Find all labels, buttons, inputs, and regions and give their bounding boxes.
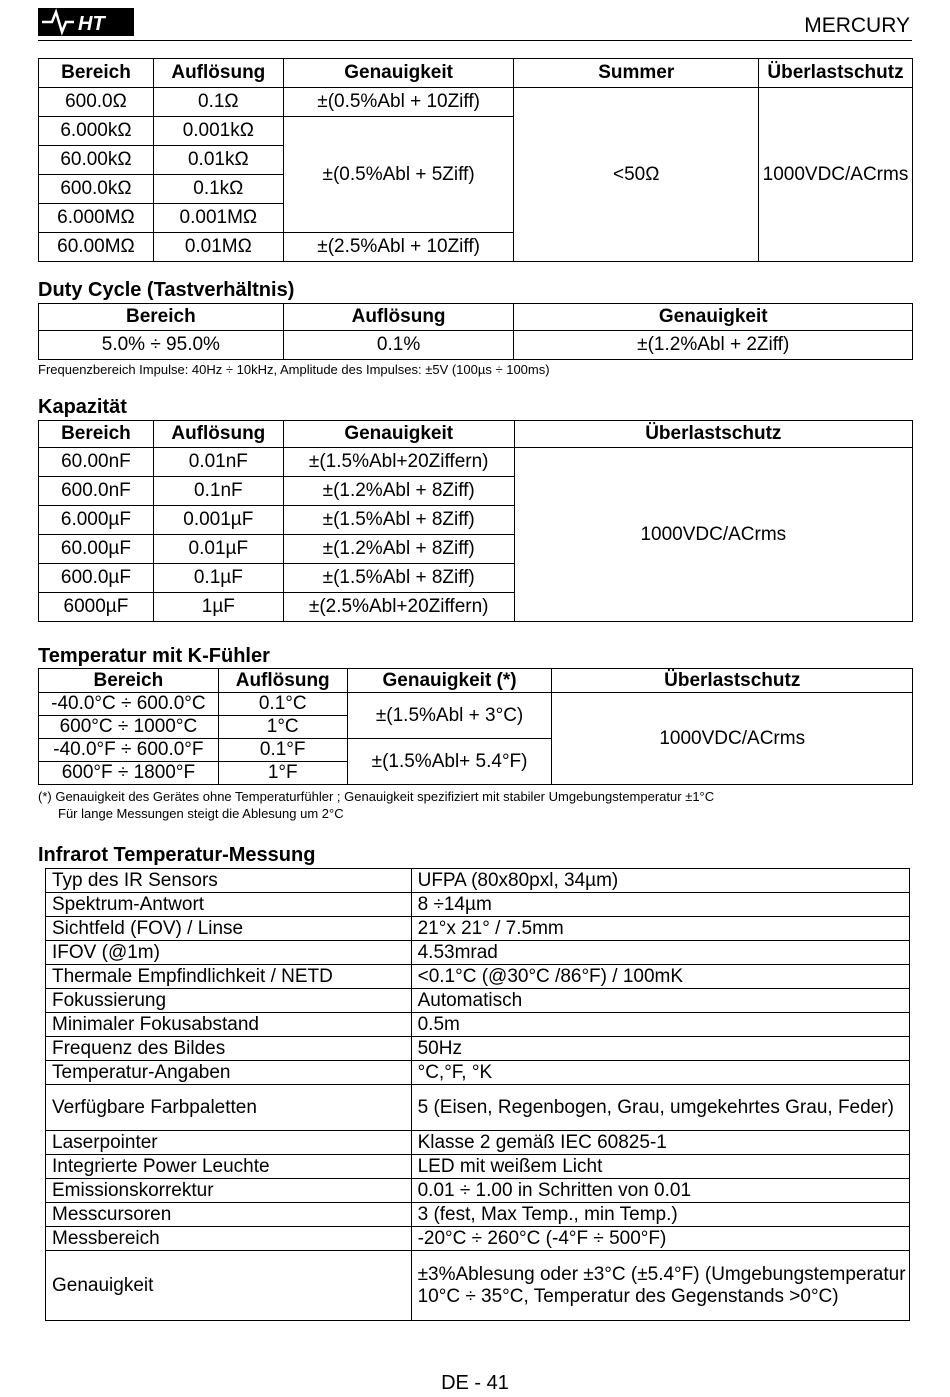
summer-cell: <50Ω bbox=[514, 88, 759, 262]
accuracy-cell: ±(1.5%Abl+20Ziffern) bbox=[283, 448, 514, 477]
spec-value: Klasse 2 gemäß IEC 60825-1 bbox=[411, 1131, 909, 1155]
section-title-temperature: Temperatur mit K-Fühler bbox=[38, 645, 270, 667]
spec-value: 3 (fest, Max Temp., min Temp.) bbox=[411, 1203, 909, 1227]
header-divider bbox=[38, 40, 912, 41]
resolution-cell: 1µF bbox=[153, 593, 283, 622]
section-title-capacity: Kapazität bbox=[38, 396, 127, 418]
resolution-cell: 0.1kΩ bbox=[153, 175, 283, 204]
spec-value: <0.1°C (@30°C /86°F) / 100mK bbox=[411, 965, 909, 989]
col-header: Überlastschutz bbox=[514, 421, 912, 448]
resolution-cell: 0.1µF bbox=[153, 564, 283, 593]
section-title-duty-cycle: Duty Cycle (Tastverhältnis) bbox=[38, 279, 295, 301]
spec-value: 8 ÷14µm bbox=[411, 893, 909, 917]
col-header: Auflösung bbox=[153, 59, 283, 88]
accuracy-cell: ±(2.5%Abl+20Ziffern) bbox=[283, 593, 514, 622]
spec-label: Sichtfeld (FOV) / Linse bbox=[46, 917, 412, 941]
overload-cell: 1000VDC/ACrms bbox=[758, 88, 912, 262]
spec-value: UFPA (80x80pxl, 34µm) bbox=[411, 869, 909, 893]
duty-cycle-table bbox=[38, 303, 913, 360]
resolution-cell: 1°F bbox=[218, 762, 347, 785]
accuracy-cell: ±(1.2%Abl + 8Ziff) bbox=[283, 477, 514, 506]
spec-value: 21°x 21° / 7.5mm bbox=[411, 917, 909, 941]
col-header: Bereich bbox=[39, 304, 284, 331]
resolution-cell: 0.01µF bbox=[153, 535, 283, 564]
range-cell: 6000µF bbox=[39, 593, 154, 622]
col-header: Auflösung bbox=[218, 669, 347, 693]
spec-label: Genauigkeit bbox=[46, 1251, 412, 1321]
spec-label: Messcursoren bbox=[46, 1203, 412, 1227]
document-title: MERCURY bbox=[804, 14, 910, 37]
resistance-table bbox=[38, 58, 913, 262]
duty-cycle-note: Frequenzbereich Impulse: 40Hz ÷ 10kHz, Amplitude des Impulses: ±5V (100µs ÷ 100ms) bbox=[38, 362, 550, 377]
spec-label: Integrierte Power Leuchte bbox=[46, 1155, 412, 1179]
col-header: Auflösung bbox=[283, 304, 514, 331]
resolution-cell: 0.1nF bbox=[153, 477, 283, 506]
resolution-cell: 0.001µF bbox=[153, 506, 283, 535]
range-cell: 6.000MΩ bbox=[39, 204, 154, 233]
col-header: Genauigkeit (*) bbox=[347, 669, 552, 693]
col-header: Summer bbox=[514, 59, 759, 88]
range-cell: 60.00MΩ bbox=[39, 233, 154, 262]
resolution-cell: 0.1% bbox=[283, 331, 514, 360]
spec-label: Emissionskorrektur bbox=[46, 1179, 412, 1203]
spec-label: Frequenz des Bildes bbox=[46, 1037, 412, 1061]
col-header: Bereich bbox=[39, 421, 154, 448]
resolution-cell: 0.01MΩ bbox=[153, 233, 283, 262]
resolution-cell: 0.1°C bbox=[218, 693, 347, 716]
col-header: Bereich bbox=[39, 669, 219, 693]
range-cell: 600.0kΩ bbox=[39, 175, 154, 204]
resolution-cell: 0.001MΩ bbox=[153, 204, 283, 233]
col-header: Überlastschutz bbox=[758, 59, 912, 88]
col-header: Genauigkeit bbox=[283, 421, 514, 448]
spec-label: Verfügbare Farbpaletten bbox=[46, 1085, 412, 1131]
accuracy-cell: ±(0.5%Abl + 10Ziff) bbox=[283, 88, 514, 117]
range-cell: 600.0µF bbox=[39, 564, 154, 593]
accuracy-cell: ±(1.2%Abl + 2Ziff) bbox=[514, 331, 913, 360]
spec-label: Messbereich bbox=[46, 1227, 412, 1251]
resolution-cell: 0.001kΩ bbox=[153, 117, 283, 146]
range-cell: 600.0nF bbox=[39, 477, 154, 506]
range-cell: 6.000µF bbox=[39, 506, 154, 535]
range-cell: 600°F ÷ 1800°F bbox=[39, 762, 219, 785]
col-header: Genauigkeit bbox=[514, 304, 913, 331]
temperature-note: (*) Genauigkeit des Gerätes ohne Temperaturfühler ; Genauigkeit spezifiziert mit stabiler Umgebungstemperatur ±1°C bbox=[38, 789, 715, 804]
spec-label: Fokussierung bbox=[46, 989, 412, 1013]
temperature-table bbox=[38, 668, 913, 785]
spec-value: 0.01 ÷ 1.00 in Schritten von 0.01 bbox=[411, 1179, 909, 1203]
resolution-cell: 1°C bbox=[218, 716, 347, 739]
capacity-table bbox=[38, 420, 913, 622]
range-cell: 60.00nF bbox=[39, 448, 154, 477]
accuracy-cell: ±(1.5%Abl + 8Ziff) bbox=[283, 506, 514, 535]
spec-value: Automatisch bbox=[411, 989, 909, 1013]
spec-value: LED mit weißem Licht bbox=[411, 1155, 909, 1179]
range-cell: 600°C ÷ 1000°C bbox=[39, 716, 219, 739]
accuracy-cell: ±(2.5%Abl + 10Ziff) bbox=[283, 233, 514, 262]
accuracy-cell: ±(1.5%Abl + 3°C) bbox=[347, 693, 552, 739]
range-cell: 6.000kΩ bbox=[39, 117, 154, 146]
temperature-note: Für lange Messungen steigt die Ablesung um 2°C bbox=[58, 806, 344, 821]
page-number: DE - 41 bbox=[441, 1372, 509, 1394]
ht-logo bbox=[38, 8, 134, 36]
resolution-cell: 0.01nF bbox=[153, 448, 283, 477]
overload-cell: 1000VDC/ACrms bbox=[514, 448, 912, 622]
spec-label: Laserpointer bbox=[46, 1131, 412, 1155]
spec-value: °C,°F, °K bbox=[411, 1061, 909, 1085]
spec-value: 5 (Eisen, Regenbogen, Grau, umgekehrtes Grau, Feder) bbox=[411, 1085, 909, 1131]
spec-value: 0.5m bbox=[411, 1013, 909, 1037]
range-cell: 600.0Ω bbox=[39, 88, 154, 117]
spec-value: 4.53mrad bbox=[411, 941, 909, 965]
range-cell: 5.0% ÷ 95.0% bbox=[39, 331, 284, 360]
range-cell: -40.0°F ÷ 600.0°F bbox=[39, 739, 219, 762]
spec-value: -20°C ÷ 260°C (-4°F ÷ 500°F) bbox=[411, 1227, 909, 1251]
col-header: Bereich bbox=[39, 59, 154, 88]
resolution-cell: 0.1°F bbox=[218, 739, 347, 762]
spec-label: Typ des IR Sensors bbox=[46, 869, 412, 893]
spec-value: 50Hz bbox=[411, 1037, 909, 1061]
spec-label: Thermale Empfindlichkeit / NETD bbox=[46, 965, 412, 989]
range-cell: 60.00µF bbox=[39, 535, 154, 564]
resolution-cell: 0.1Ω bbox=[153, 88, 283, 117]
range-cell: -40.0°C ÷ 600.0°C bbox=[39, 693, 219, 716]
col-header: Auflösung bbox=[153, 421, 283, 448]
infrared-table bbox=[45, 868, 910, 1321]
accuracy-cell: ±(1.5%Abl+ 5.4°F) bbox=[347, 739, 552, 785]
spec-value: ±3%Ablesung oder ±3°C (±5.4°F) (Umgebungstemperatur 10°C ÷ 35°C, Temperatur des Gegenstands >0°C) bbox=[411, 1251, 909, 1321]
range-cell: 60.00kΩ bbox=[39, 146, 154, 175]
accuracy-cell: ±(1.2%Abl + 8Ziff) bbox=[283, 535, 514, 564]
accuracy-cell: ±(0.5%Abl + 5Ziff) bbox=[283, 117, 514, 233]
spec-label: Temperatur-Angaben bbox=[46, 1061, 412, 1085]
spec-label: Minimaler Fokusabstand bbox=[46, 1013, 412, 1037]
spec-label: IFOV (@1m) bbox=[46, 941, 412, 965]
section-title-infrared: Infrarot Temperatur-Messung bbox=[38, 844, 316, 866]
accuracy-cell: ±(1.5%Abl + 8Ziff) bbox=[283, 564, 514, 593]
svg-text:HT: HT bbox=[78, 13, 105, 35]
col-header: Überlastschutz bbox=[552, 669, 913, 693]
resolution-cell: 0.01kΩ bbox=[153, 146, 283, 175]
overload-cell: 1000VDC/ACrms bbox=[552, 693, 913, 785]
col-header: Genauigkeit bbox=[283, 59, 514, 88]
spec-label: Spektrum-Antwort bbox=[46, 893, 412, 917]
